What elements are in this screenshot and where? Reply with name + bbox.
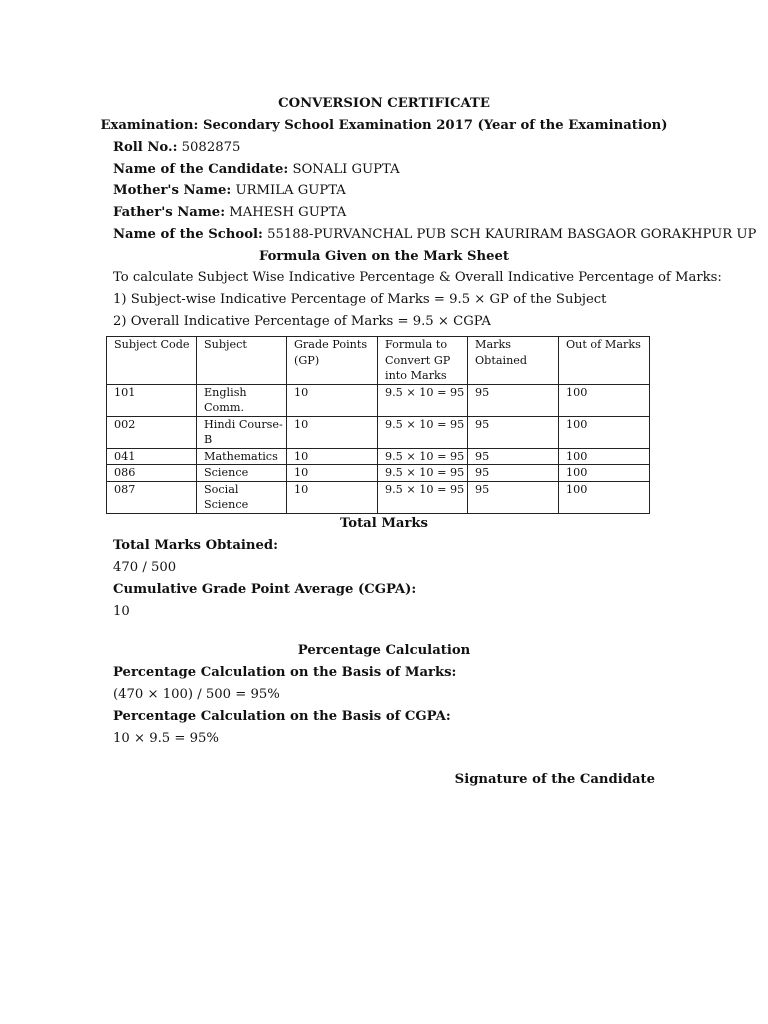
candidate-value: SONALI GUPTA [292, 162, 400, 177]
father-name [113, 204, 346, 222]
cell-subject-code: 002 [107, 416, 197, 448]
roll-number [113, 139, 240, 157]
table-row [107, 416, 650, 448]
percentage-cgpa-value: 10 × 9.5 = 95% [113, 731, 219, 746]
school-name [113, 226, 756, 244]
father-label: Father's Name: [113, 205, 226, 220]
table-row [107, 384, 650, 416]
mother-name [113, 182, 346, 200]
cell-subject-code: 041 [107, 448, 197, 465]
header-subject-code: Subject Code [107, 337, 197, 385]
cell-subject-code: 086 [107, 465, 197, 482]
cell-marks-obtained: 95 [468, 465, 559, 482]
cell-subject: English Comm. [197, 384, 287, 416]
formula-intro: To calculate Subject Wise Indicative Percentage & Overall Indicative Percentage of Marks: [113, 270, 722, 285]
percentage-title: Percentage Calculation [297, 643, 471, 658]
cell-subject: Science [197, 465, 287, 482]
percentage-cgpa-label: Percentage Calculation on the Basis of CGPA: [113, 709, 451, 724]
header-marks-obtained: Marks Obtained [468, 337, 559, 385]
cell-formula: 9.5 × 10 = 95 [378, 448, 468, 465]
cell-marks-obtained: 95 [468, 384, 559, 416]
table-header-row [107, 337, 650, 385]
formula-rule-1: 1) Subject-wise Indicative Percentage of Marks = 9.5 × GP of the Subject [113, 292, 607, 307]
school-value: 55188-PURVANCHAL PUB SCH KAURIRAM BASGAOR GORAKHPUR UP [267, 227, 757, 242]
header-formula: Formula to Convert GP into Marks [378, 337, 468, 385]
percentage-marks-label: Percentage Calculation on the Basis of Marks: [113, 665, 457, 680]
cell-out-of-marks: 100 [559, 384, 650, 416]
cell-grade-points: 10 [287, 384, 378, 416]
formula-rule-2: 2) Overall Indicative Percentage of Marks = 9.5 × CGPA [113, 314, 491, 329]
cell-formula: 9.5 × 10 = 95 [378, 465, 468, 482]
total-marks-label: Total Marks Obtained: [113, 538, 278, 553]
cell-marks-obtained: 95 [468, 481, 559, 513]
table-row [107, 448, 650, 465]
cell-subject: Hindi Course-B [197, 416, 287, 448]
roll-label: Roll No.: [113, 140, 178, 155]
cgpa-value: 10 [113, 604, 130, 619]
candidate-label: Name of the Candidate: [113, 162, 289, 177]
cell-out-of-marks: 100 [559, 448, 650, 465]
cell-subject-code: 101 [107, 384, 197, 416]
cell-formula: 9.5 × 10 = 95 [378, 384, 468, 416]
table-row [107, 481, 650, 513]
candidate-name [113, 161, 400, 179]
cell-out-of-marks: 100 [559, 481, 650, 513]
mother-value: URMILA GUPTA [235, 183, 346, 198]
marks-table [106, 336, 650, 514]
total-marks-value: 470 / 500 [113, 560, 177, 575]
cell-out-of-marks: 100 [559, 416, 650, 448]
roll-value: 5082875 [181, 140, 241, 155]
cell-out-of-marks: 100 [559, 465, 650, 482]
signature-label: Signature of the Candidate [454, 772, 655, 787]
cell-subject: Mathematics [197, 448, 287, 465]
cell-grade-points: 10 [287, 465, 378, 482]
percentage-marks-value: (470 × 100) / 500 = 95% [113, 687, 280, 702]
cell-grade-points: 10 [287, 448, 378, 465]
examination-line: Examination: Secondary School Examination 2017 (Year of the Examination) [100, 118, 668, 133]
table-row [107, 465, 650, 482]
cell-marks-obtained: 95 [468, 416, 559, 448]
cell-subject-code: 087 [107, 481, 197, 513]
cgpa-label: Cumulative Grade Point Average (CGPA): [113, 582, 417, 597]
certificate-title: CONVERSION CERTIFICATE [278, 96, 490, 111]
mother-label: Mother's Name: [113, 183, 232, 198]
total-marks-title: Total Marks [340, 516, 428, 531]
cell-marks-obtained: 95 [468, 448, 559, 465]
school-label: Name of the School: [113, 227, 263, 242]
father-value: MAHESH GUPTA [229, 205, 347, 220]
cell-formula: 9.5 × 10 = 95 [378, 481, 468, 513]
header-out-of-marks: Out of Marks [559, 337, 650, 385]
header-subject: Subject [197, 337, 287, 385]
cell-subject: Social Science [197, 481, 287, 513]
cell-grade-points: 10 [287, 481, 378, 513]
cell-grade-points: 10 [287, 416, 378, 448]
formula-title: Formula Given on the Mark Sheet [258, 249, 509, 264]
header-grade-points: Grade Points (GP) [287, 337, 378, 385]
cell-formula: 9.5 × 10 = 95 [378, 416, 468, 448]
